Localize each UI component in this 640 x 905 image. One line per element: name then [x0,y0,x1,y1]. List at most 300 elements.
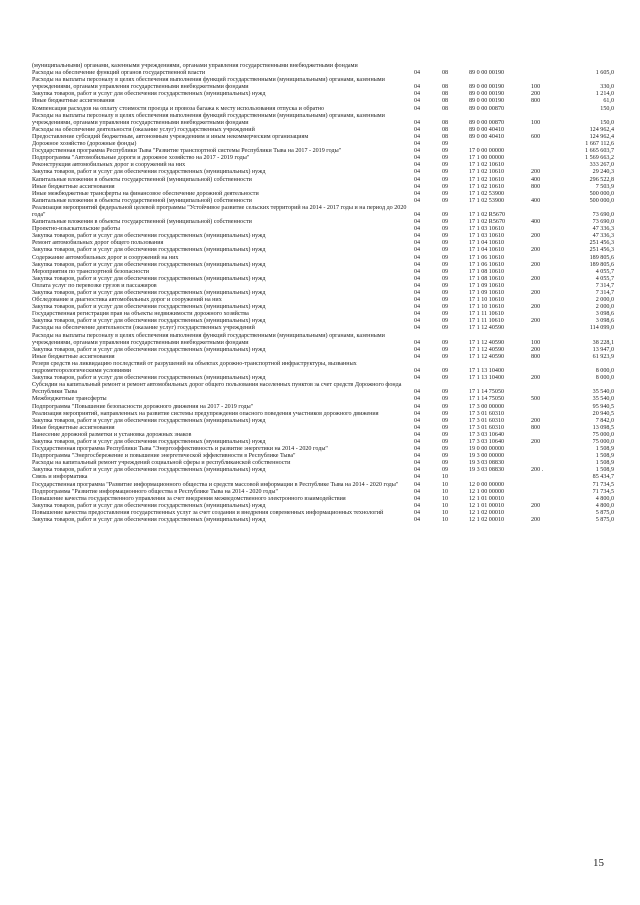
row-name: Содержание автомобильных дорог и сооружений на них [32,254,179,261]
row-subsection: 09 [442,254,449,261]
row-section: 04 [414,495,421,502]
row-section: 04 [414,297,421,304]
row-amount: 150,0 [600,105,614,112]
row-expense-type: 100 [531,84,541,91]
row-expense-type: 200 [531,318,541,325]
row-target-item: 89 0 00 00190 [469,84,505,91]
row-expense-type: 400 [531,197,541,204]
row-name: Межбюджетные трансферты [32,396,107,403]
row-name: Государственная программа Республики Тыва "Развитие транспортной системы Республики Тыва на 2017 - 2019 годы" [32,148,342,155]
row-section [414,63,442,70]
row-expense-type: 800 [531,98,541,105]
row-name: Закупка товаров, работ и услуг для обеспечения государственных (муниципальных) нужд [32,247,266,254]
row-amount: 61 923,9 [592,353,614,360]
row-amount: 251 456,3 [589,240,614,247]
row-subsection: 09 [442,240,449,247]
row-amount: 2 000,0 [595,297,614,304]
row-section: 04 [414,502,421,509]
row-subsection: 10 [442,502,449,509]
row-expense-type [531,474,558,481]
row-target-item: 17 1 03 10610 [469,226,505,233]
row-amount: 4 800,0 [595,502,614,509]
table-row [32,191,614,198]
row-target-item: 89 0 00 00870 [469,105,505,112]
row-target-item: 17 1 12 40590 [469,346,505,353]
row-name: Резерв средств на ликвидацию последствий от разрушений на объектах дорожно-транспортной инфраструктуры, вызванных гидрометеорологическими условиями [32,360,357,375]
row-section: 04 [414,254,421,261]
row-target-item: 17 1 13 10400 [469,375,505,382]
row-target-item: 17 0 00 00000 [469,148,505,155]
row-name: Мероприятия по транспортной безопасности [32,268,150,275]
row-expense-type [531,141,558,148]
row-target-item: 17 1 02 10610 [469,162,505,169]
row-expense-type [531,297,558,304]
table-row [32,276,614,283]
row-name: Иные бюджетные ассигнования [32,353,115,360]
row-target-item: 17 3 00 00000 [469,403,505,410]
row-name: Закупка товаров, работ и услуг для обеспечения государственных (муниципальных) нужд [32,233,266,240]
row-target-item: 17 1 12 40590 [469,353,505,360]
row-target-item: 89 0 00 00190 [469,91,505,98]
row-expense-type: 200 [531,233,541,240]
row-section: 04 [414,304,421,311]
row-section: 04 [414,438,421,445]
row-subsection: 09 [442,247,449,254]
row-expense-type: 200 [531,502,541,509]
table-row [32,283,614,290]
row-expense-type: 800 [531,424,541,431]
row-amount: 330,0 [600,84,614,91]
row-expense-type [531,510,558,517]
row-target-item: 17 1 10 10610 [469,304,505,311]
row-name: Закупка товаров, работ и услуг для обеспечения государственных (муниципальных) нужд [32,318,266,325]
row-expense-type: 400 [531,176,541,183]
row-subsection: 09 [442,438,449,445]
row-amount: 1 508,9 [595,460,614,467]
row-name: Расходы на выплаты персоналу в целях обеспечения выполнения функций государственными (муниципальными) органами, казенными учреждениями, органами управления государственными внебюджетными фондами [32,112,385,126]
row-target-item: 17 1 09 10610 [469,290,505,296]
row-name: Подпрограмма "Автомобильные дороги и дорожное хозяйство на 2017 - 2019 годы" [32,155,250,162]
row-amount: 47 336,3 [592,233,614,240]
row-section: 04 [414,126,421,133]
row-expense-type [531,453,558,460]
row-target-item: 12 1 02 00010 [469,509,505,516]
table-row [32,134,614,141]
row-subsection: 09 [442,389,449,396]
row-amount: 13 947,0 [592,346,614,353]
row-section: 04 [414,431,421,438]
row-target-item: 17 1 02 10610 [469,176,505,183]
row-amount: 85 434,7 [592,474,614,481]
table-row [32,169,614,176]
row-target-item: 17 1 02 R5670 [469,211,506,218]
row-subsection: 09 [442,460,449,467]
row-target-item: 12 1 01 00010 [469,495,505,502]
row-name: Закупка товаров, работ и услуг для обеспечения государственных (муниципальных) нужд [32,417,266,424]
row-target-item: 17 1 14 75050 [469,389,505,396]
row-subsection: 09 [442,275,449,282]
row-expense-type: 200 [531,169,541,176]
row-expense-type: 200 [531,517,541,523]
row-amount: 1 569 663,2 [585,155,614,162]
row-name: Расходы на капитальный ремонт учреждений социальной сферы и республиканской собственности [32,460,291,467]
row-expense-type [531,311,558,318]
row-expense-type [531,240,558,247]
row-name: Закупка товаров, работ и услуг для обеспечения государственных (муниципальных) нужд [32,438,266,445]
row-amount: 150,0 [600,119,614,126]
table-row [32,474,614,481]
table-row [32,347,614,354]
row-subsection: 09 [442,304,449,311]
row-subsection: 09 [442,190,449,197]
row-amount: 47 336,3 [592,226,614,233]
row-section: 04 [414,141,421,148]
table-row [32,247,614,254]
row-target-item: 17 1 06 10610 [469,261,505,268]
row-name: Расходы на обеспечение функций органов государственной власти [32,70,206,77]
row-expense-type: 200 [531,304,541,311]
row-target-item: 17 1 09 10610 [469,282,505,289]
row-subsection: 09 [442,290,449,296]
table-row [32,127,614,134]
row-amount: 75 000,0 [592,431,614,438]
row-name: Подпрограмма "Энергосбережение и повышение энергетической эффективности в Республике Тыва" [32,453,296,460]
budget-table [32,63,614,524]
row-subsection: 09 [442,176,449,183]
row-section: 04 [414,467,421,474]
row-target-item: 17 3 01 60310 [469,424,505,431]
row-subsection: 09 [442,417,449,424]
row-target-item: 17 1 03 10610 [469,233,505,240]
table-row [32,325,614,332]
row-section: 04 [414,325,421,332]
row-amount: 1 214,0 [595,91,614,98]
row-section: 04 [414,133,421,140]
row-name: Закупка товаров, работ и услуг для обеспечения государственных (муниципальных) нужд [32,304,266,311]
row-amount: 1 508,9 [595,467,614,474]
row-section: 04 [414,176,421,183]
row-expense-type [531,205,558,219]
row-amount: 4 055,7 [595,275,614,282]
table-row [32,177,614,184]
row-name: Реализация мероприятий, направленных на развитие системы предупреждения опасного поведения участников дорожного движения [32,410,379,417]
row-name: Оплата услуг по перевозке грузов и пассажиров [32,282,157,289]
table-row [32,77,614,91]
row-amount: 7 314,7 [595,290,614,296]
row-subsection: 09 [442,261,449,268]
row-name: (муниципальными) органами, казенными учреждениями, органами управления государственными внебюджетными фондами [32,63,358,69]
row-name: Закупка товаров, работ и услуг для обеспечения государственных (муниципальных) нужд [32,517,266,523]
row-expense-type [531,283,558,290]
table-row [32,425,614,432]
row-target-item: 17 1 04 10610 [469,247,505,254]
row-name: Компенсация расходов на оплату стоимости проезда и провоза багажа к месту использования отпуска и обратно [32,105,325,112]
row-expense-type: 200 [531,91,541,98]
row-subsection: 09 [442,431,449,438]
row-target-item: 89 0 00 00190 [469,70,505,77]
table-row [32,418,614,425]
row-section: 04 [414,460,421,467]
table-row [32,432,614,439]
row-section: 04 [414,346,421,353]
row-amount: 61,0 [603,98,614,105]
row-subsection: 09 [442,211,449,218]
row-expense-type: 200 . [531,467,544,474]
row-name: Государственная программа Республики Тыва "Энергоэффективность и развитие энергетики на 2014 - 2020 годы" [32,446,328,453]
row-section: 04 [414,481,421,488]
row-target-item: 19 3 03 08830 [469,460,505,467]
row-target-item: 17 1 00 00000 [469,155,505,162]
row-section: 04 [414,84,421,91]
row-amount: 114 099,0 [589,325,614,332]
row-expense-type [531,325,558,332]
row-section: 04 [414,446,421,453]
row-expense-type [531,127,558,134]
row-subsection: 09 [442,183,449,190]
row-section: 04 [414,403,421,410]
row-amount [558,63,614,70]
row-amount: 29 240,3 [592,169,614,176]
row-section: 04 [414,517,421,523]
row-subsection: 10 [442,509,449,516]
row-section: 04 [414,339,421,346]
row-target-item [469,141,531,148]
row-section: 04 [414,240,421,247]
row-section: 04 [414,488,421,495]
row-target-item: 19 3 00 00000 [469,453,505,460]
row-expense-type: 400 [531,219,541,226]
row-target-item: 17 1 06 10610 [469,254,505,261]
row-subsection: 09 [442,162,449,169]
row-section: 04 [414,169,421,176]
row-amount: 5 875,0 [595,517,614,523]
row-name: Подпрограмма "Повышение безопасности дорожного движения на 2017 - 2019 годы" [32,403,254,410]
table-row [32,496,614,503]
row-subsection: 08 [442,91,449,98]
row-subsection: 09 [442,233,449,240]
row-amount: 189 805,6 [589,254,614,261]
row-name: Связь и информатика [32,474,88,481]
row-name: Реконструкция автомобильных дорог и сооружений на них [32,162,186,169]
row-amount: 73 690,0 [592,219,614,226]
row-section: 04 [414,119,421,126]
row-name: Расходы на обеспечение деятельности (оказание услуг) государственных учреждений [32,126,255,133]
row-section: 04 [414,368,421,375]
row-target-item: 17 3 01 60310 [469,417,505,424]
row-section: 04 [414,268,421,275]
row-subsection: 09 [442,155,449,162]
table-row [32,113,614,127]
row-target-item: 17 1 14 75050 [469,396,505,403]
row-subsection: 09 [442,467,449,474]
table-row [32,98,614,105]
table-row [32,269,614,276]
row-subsection: 09 [442,446,449,453]
row-subsection: 09 [442,353,449,360]
row-name: Закупка товаров, работ и услуг для обеспечения государственных (муниципальных) нужд [32,502,266,509]
row-amount: 4 055,7 [595,268,614,275]
row-section: 04 [414,261,421,268]
row-target-item: 19 0 00 00000 [469,446,505,453]
row-expense-type: 200 [531,346,541,353]
row-target-item: 17 1 02 R5670 [469,219,506,226]
row-target-item: 89 0 00 40410 [469,126,505,133]
row-section: 04 [414,162,421,169]
row-subsection: 09 [442,197,449,204]
row-subsection: 09 [442,368,449,375]
row-subsection: 09 [442,410,449,417]
row-expense-type: 200 [531,375,541,382]
row-expense-type [531,63,558,70]
row-target-item: 17 1 02 10610 [469,183,505,190]
table-row [32,91,614,98]
row-section: 04 [414,353,421,360]
row-amount: 2 000,0 [595,304,614,311]
row-target-item: 17 3 03 10640 [469,431,505,438]
row-subsection: 09 [442,375,449,382]
row-expense-type: 200 [531,247,541,254]
row-expense-type: 100 [531,339,541,346]
row-target-item: 17 3 03 10640 [469,438,505,445]
row-amount: 7 842,0 [595,417,614,424]
row-name: Закупка товаров, работ и услуг для обеспечения государственных (муниципальных) нужд [32,169,266,176]
row-name: Предоставление субсидий бюджетным, автономным учреждениям и иным некоммерческим организациям [32,133,309,140]
row-section: 04 [414,91,421,98]
row-target-item: 17 1 08 10610 [469,275,505,282]
row-subsection: 09 [442,297,449,304]
row-section: 04 [414,275,421,282]
row-expense-type: 800 [531,183,541,190]
row-target-item: 17 1 12 40590 [469,339,505,346]
row-expense-type [531,361,558,375]
row-name: Расходы на выплаты персоналу в целях обеспечения выполнения функций государственными (муниципальными) органами, казенными учреждениями, органами управления государственными внебюджетными фондами [32,77,385,91]
row-expense-type [531,382,558,396]
row-amount: 3 098,6 [595,318,614,325]
row-name: Капитальные вложения в объекты государственной (муниципальной) собственности [32,219,252,226]
row-name: Реализация мероприятий федеральной целевой программы "Устойчивое развитие сельских территорий на 2014 - 2017 годы и на период до 2020 года" [32,204,407,218]
row-expense-type [531,460,558,467]
row-subsection: 10 [442,474,449,481]
row-section: 04 [414,183,421,190]
row-amount: 1 605,0 [595,70,614,77]
row-expense-type [531,191,558,198]
row-subsection: 09 [442,424,449,431]
row-expense-type [531,255,558,262]
table-row [32,439,614,446]
table-row [32,396,614,403]
row-target-item: 12 0 00 00000 [469,481,505,488]
table-row [32,382,614,396]
row-name: Закупка товаров, работ и услуг для обеспечения государственных (муниципальных) нужд [32,467,266,474]
row-target-item: 17 1 11 10610 [469,311,504,318]
row-name: Обследование и диагностика автомобильных дорог и сооружений на них [32,297,222,304]
row-amount: 4 800,0 [595,495,614,502]
row-target-item: 17 1 02 53900 [469,190,505,197]
row-expense-type: 800 [531,353,541,360]
row-subsection: 10 [442,481,449,488]
table-row [32,411,614,418]
row-amount: 500 000,0 [589,197,614,204]
row-target-item: 17 3 01 60310 [469,410,505,417]
row-subsection: 10 [442,488,449,495]
row-subsection: 10 [442,517,449,523]
row-subsection: 09 [442,325,449,332]
row-expense-type: 100 [531,119,541,126]
row-target-item: 12 1 02 00010 [469,517,505,523]
row-section: 04 [414,375,421,382]
row-section: 04 [414,290,421,296]
row-amount: 35 540,0 [592,389,614,396]
row-target-item: 17 1 12 40590 [469,325,505,332]
row-target-item: 17 1 04 10610 [469,240,505,247]
row-expense-type [531,432,558,439]
row-section: 04 [414,226,421,233]
row-section: 04 [414,247,421,254]
row-name: Расходы на обеспечение деятельности (оказание услуг) государственных учреждений [32,325,255,332]
row-section: 04 [414,410,421,417]
row-section: 04 [414,155,421,162]
row-amount: 71 734,5 [592,481,614,488]
row-subsection: 09 [442,346,449,353]
row-amount: 333 267,0 [589,162,614,169]
page-number: 15 [593,857,604,869]
row-expense-type [531,446,558,453]
row-name: Закупка товаров, работ и услуг для обеспечения государственных (муниципальных) нужд [32,261,266,268]
row-target-item [469,474,531,481]
row-amount: 3 098,6 [595,311,614,318]
row-amount: 35 540,0 [592,396,614,403]
row-subsection: 08 [442,126,449,133]
row-amount: 1 508,9 [595,453,614,460]
table-row [32,467,614,474]
row-target-item: 89 0 00 40410 [469,133,505,140]
table-row [32,489,614,496]
row-name: Закупка товаров, работ и услуг для обеспечения государственных (муниципальных) нужд [32,346,266,353]
row-target-item: 17 1 13 10400 [469,368,505,375]
row-target-item: 17 1 11 10610 [469,318,504,325]
row-expense-type [531,162,558,169]
row-target-item: 17 1 10 10610 [469,297,505,304]
row-expense-type [531,70,558,77]
row-subsection: 09 [442,403,449,410]
row-amount: 13 098,5 [592,424,614,431]
row-subsection: 08 [442,84,449,91]
row-amount: 75 000,0 [592,438,614,445]
row-name: Государственная регистрация прав на объекты недвижимости дорожного хозяйства [32,311,249,318]
row-name: Ремонт автомобильных дорог общего пользования [32,240,164,247]
table-row [32,361,614,375]
row-name: Капитальные вложения в объекты государственной (муниципальной) собственности [32,197,252,204]
row-section: 04 [414,70,421,77]
row-target-item: 12 1 00 00000 [469,488,505,495]
row-subsection: 09 [442,453,449,460]
row-amount: 1 665 603,7 [585,148,614,155]
row-name: Закупка товаров, работ и услуг для обеспечения государственных (муниципальных) нужд [32,275,266,282]
row-subsection: 09 [442,141,449,148]
row-subsection: 09 [442,282,449,289]
row-section: 04 [414,148,421,155]
row-expense-type: 200 [531,261,541,268]
row-amount: 7 503,9 [595,183,614,190]
row-subsection: 08 [442,98,449,105]
row-amount: 5 875,0 [595,509,614,516]
table-row [32,517,614,524]
table-row [32,262,614,269]
row-expense-type [531,489,558,496]
row-subsection: 10 [442,495,449,502]
row-amount: 8 000,0 [595,375,614,382]
row-target-item: 17 1 02 53900 [469,197,505,204]
